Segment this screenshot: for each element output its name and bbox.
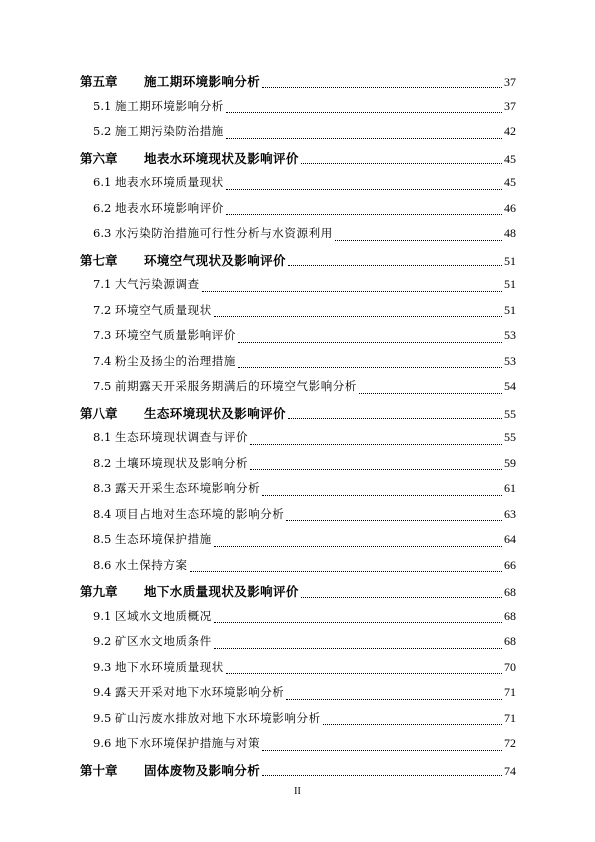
dot-leader [262, 749, 502, 751]
toc-entry-number: 8.2 [93, 455, 112, 470]
toc-chapter-entry[interactable] [80, 582, 516, 608]
toc-entry-page: 42 [504, 124, 516, 138]
toc-entry-title: 大气污染源调查 [115, 277, 200, 291]
toc-section-entry[interactable] [80, 276, 516, 302]
dot-leader [226, 137, 502, 139]
toc-entry-number: 5.1 [93, 98, 112, 113]
dot-leader [238, 341, 502, 343]
toc-entry-page: 51 [504, 277, 516, 291]
toc-entry-number: 9.1 [93, 608, 112, 623]
toc-section-entry[interactable] [80, 684, 516, 710]
toc-entry-page: 66 [504, 557, 516, 572]
toc-entry-page: 54 [504, 379, 516, 393]
toc-entry-title: 露天开采对地下水环境影响分析 [115, 685, 285, 699]
dot-leader [335, 239, 502, 241]
toc-entry-page: 68 [504, 634, 516, 648]
toc-entry-title: 地下水环境质量现状 [115, 659, 224, 674]
toc-entry-number: 7.5 [93, 379, 112, 393]
toc-section-entry[interactable] [80, 353, 516, 379]
toc-entry-number: 7.1 [93, 277, 112, 291]
toc-entry-number: 9.4 [93, 685, 112, 699]
toc-entry-number: 第八章 [80, 405, 118, 421]
toc-section-entry[interactable] [80, 327, 516, 353]
dot-leader [262, 494, 502, 496]
toc-entry-title: 环境空气质量影响评价 [115, 328, 236, 342]
dot-leader [288, 264, 502, 266]
toc-entry-page: 68 [504, 585, 516, 599]
toc-chapter-entry[interactable] [80, 149, 516, 175]
toc-entry-title: 水污染防治措施可行性分析与水资源利用 [115, 226, 333, 240]
toc-entry-title: 环境空气质量现状 [115, 302, 212, 317]
dot-leader [226, 111, 502, 113]
toc-entry-title: 施工期污染防治措施 [115, 124, 224, 138]
toc-entry-page: 51 [504, 302, 516, 317]
dot-leader [286, 698, 502, 700]
toc-entry-title: 矿区水文地质条件 [115, 634, 212, 648]
toc-entry-title: 前期露天开采服务期满后的环境空气影响分析 [115, 379, 357, 393]
toc-entry-page: 45 [504, 175, 516, 189]
toc-entry-page: 59 [504, 455, 516, 470]
toc-entry-number: 9.3 [93, 659, 112, 674]
toc-entry-title: 生态环境现状及影响评价 [144, 405, 286, 421]
toc-entry-title: 项目占地对生态环境的影响分析 [115, 506, 285, 521]
toc-entry-title: 粉尘及扬尘的治理措施 [115, 353, 236, 368]
dot-leader [288, 417, 502, 419]
toc-section-entry[interactable] [80, 123, 516, 149]
toc-entry-title: 矿山污废水排放对地下水环境影响分析 [115, 710, 321, 725]
toc-section-entry[interactable] [80, 200, 516, 226]
toc-entry-title: 土壤环境现状及影响分析 [115, 455, 249, 470]
toc-entry-number: 8.4 [93, 506, 112, 521]
toc-chapter-entry[interactable] [80, 72, 516, 98]
dot-leader [250, 468, 502, 470]
toc-entry-number: 6.1 [93, 175, 112, 189]
dot-leader [262, 86, 502, 88]
toc-entry-page: 51 [504, 253, 516, 268]
toc-section-entry[interactable] [80, 302, 516, 328]
toc-entry-number: 第七章 [80, 252, 118, 268]
toc-entry-page: 61 [504, 481, 516, 495]
toc-entry-title: 生态环境现状调查与评价 [115, 430, 249, 444]
dot-leader [301, 596, 502, 598]
dot-leader [262, 774, 502, 776]
toc-entry-title: 地表水环境现状及影响评价 [144, 150, 299, 166]
dot-leader [214, 315, 502, 317]
toc-entry-number: 8.6 [93, 557, 112, 572]
toc-entry-number: 9.2 [93, 634, 112, 648]
toc-entry-page: 71 [504, 710, 516, 725]
toc-entry-page: 72 [504, 736, 516, 750]
toc-entry-number: 8.3 [93, 481, 112, 495]
toc-entry-page: 53 [504, 353, 516, 368]
toc-entry-title: 地下水环境保护措施与对策 [115, 736, 261, 750]
toc-entry-title: 地下水质量现状及影响评价 [144, 584, 299, 599]
toc-entry-number: 第九章 [80, 584, 118, 599]
dot-leader [301, 162, 502, 164]
toc-entry-page: 53 [504, 328, 516, 342]
toc-entry-page: 68 [504, 608, 516, 623]
toc-entry-page: 71 [504, 685, 516, 699]
toc-entry-number: 第十章 [80, 762, 118, 778]
dot-leader [214, 621, 502, 623]
toc-entry-page: 46 [504, 200, 516, 215]
dot-leader [214, 647, 502, 649]
dot-leader [238, 366, 502, 368]
dot-leader [359, 392, 502, 394]
toc-section-entry[interactable] [80, 455, 516, 481]
toc-entry-title: 地表水环境影响评价 [115, 200, 224, 215]
toc-section-entry[interactable] [80, 98, 516, 124]
toc-chapter-entry[interactable] [80, 761, 516, 787]
toc-entry-title: 固体废物及影响分析 [144, 762, 261, 778]
toc-section-entry[interactable] [80, 710, 516, 736]
toc-section-entry[interactable] [80, 378, 516, 404]
page-number: II [294, 786, 301, 797]
dot-leader [202, 290, 502, 292]
toc-entry-title: 环境空气现状及影响评价 [144, 252, 286, 268]
toc-entry-page: 70 [504, 659, 516, 674]
toc-entry-number: 7.2 [93, 302, 112, 317]
toc-entry-title: 区域水文地质概况 [115, 608, 212, 623]
toc-entry-number: 第五章 [80, 74, 118, 89]
toc-entry-title: 水土保持方案 [115, 557, 188, 572]
toc-section-entry[interactable] [80, 225, 516, 251]
table-of-contents [80, 72, 516, 786]
toc-section-entry[interactable] [80, 531, 516, 557]
toc-entry-title: 施工期环境影响分析 [144, 74, 261, 89]
toc-entry-page: 37 [504, 75, 516, 89]
toc-section-entry[interactable] [80, 174, 516, 200]
toc-entry-page: 63 [504, 506, 516, 521]
toc-entry-number: 7.4 [93, 353, 112, 368]
toc-entry-number: 6.3 [93, 226, 112, 240]
toc-entry-title: 生态环境保护措施 [115, 532, 212, 546]
toc-section-entry[interactable] [80, 659, 516, 685]
toc-section-entry[interactable] [80, 735, 516, 761]
dot-leader [226, 672, 502, 674]
dot-leader [323, 723, 502, 725]
toc-entry-page: 45 [504, 151, 516, 166]
toc-entry-number: 9.6 [93, 736, 112, 750]
toc-entry-number: 8.5 [93, 532, 112, 546]
toc-entry-page: 74 [504, 763, 516, 778]
dot-leader [286, 519, 502, 521]
dot-leader [190, 570, 502, 572]
dot-leader [250, 443, 502, 445]
toc-entry-title: 露天开采生态环境影响分析 [115, 481, 261, 495]
toc-entry-number: 5.2 [93, 124, 112, 138]
toc-chapter-entry[interactable] [80, 251, 516, 277]
toc-section-entry[interactable] [80, 506, 516, 532]
toc-entry-number: 第六章 [80, 150, 118, 166]
toc-section-entry[interactable] [80, 608, 516, 634]
toc-entry-page: 37 [504, 98, 516, 113]
toc-entry-page: 64 [504, 532, 516, 546]
toc-section-entry[interactable] [80, 429, 516, 455]
toc-section-entry[interactable] [80, 557, 516, 583]
toc-section-entry[interactable] [80, 633, 516, 659]
toc-entry-number: 9.5 [93, 710, 112, 725]
toc-section-entry[interactable] [80, 480, 516, 506]
toc-chapter-entry[interactable] [80, 404, 516, 430]
toc-entry-title: 施工期环境影响分析 [115, 98, 224, 113]
toc-entry-page: 48 [504, 226, 516, 240]
dot-leader [226, 213, 502, 215]
toc-entry-number: 7.3 [93, 328, 112, 342]
toc-entry-number: 8.1 [93, 430, 112, 444]
dot-leader [226, 188, 502, 190]
dot-leader [214, 545, 502, 547]
toc-entry-number: 6.2 [93, 200, 112, 215]
toc-entry-page: 55 [504, 430, 516, 444]
toc-entry-title: 地表水环境质量现状 [115, 175, 224, 189]
toc-entry-page: 55 [504, 406, 516, 421]
